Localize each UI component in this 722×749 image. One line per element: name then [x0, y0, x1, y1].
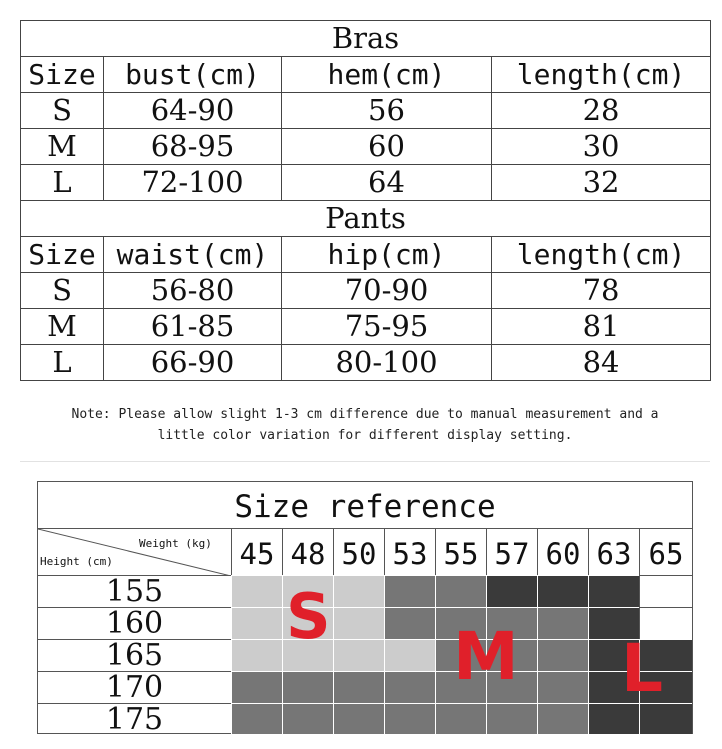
size-cell-m: [333, 671, 384, 703]
size-cell-m: [537, 671, 588, 703]
bras-header-cell: length(cm): [492, 57, 711, 93]
pants-row: [21, 273, 711, 309]
size-cell-s: [231, 639, 282, 671]
pants-header-cell: length(cm): [492, 237, 711, 273]
size-letter-m: M: [453, 618, 519, 695]
size-reference-title: Size reference: [234, 489, 496, 525]
size-cell-m: [333, 703, 384, 734]
size-cell-m: [231, 703, 282, 734]
weight-column-header: 60: [537, 528, 588, 575]
pants-cell: S: [21, 273, 104, 309]
bras-row: [21, 129, 711, 165]
note-line-2: little color variation for different display setting.: [157, 428, 573, 443]
size-letter-l: L: [621, 630, 664, 707]
bras-header-cell: hem(cm): [282, 57, 492, 93]
size-cell-s: [384, 639, 435, 671]
bras-cell: 32: [492, 165, 711, 201]
size-cell-m: [435, 575, 486, 607]
pants-cell: 66-90: [104, 345, 282, 381]
bras-cell: 60: [282, 129, 492, 165]
size-cell-m: [384, 671, 435, 703]
pants-cell: 81: [492, 309, 711, 345]
weight-column-header: 65: [639, 528, 692, 575]
size-cell-s: [333, 575, 384, 607]
pants-cell: 80-100: [282, 345, 492, 381]
size-cell-m: [537, 607, 588, 639]
pants-cell: 84: [492, 345, 711, 381]
weight-column-header: 48: [282, 528, 333, 575]
bras-cell: 72-100: [104, 165, 282, 201]
size-cell-l: [588, 575, 639, 607]
pants-header-cell: waist(cm): [104, 237, 282, 273]
weight-axis-label: Weight (kg): [139, 537, 212, 550]
note-line-1: Note: Please allow slight 1-3 cm difference due to manual measurement and a: [71, 407, 659, 422]
size-cell-l: [486, 575, 537, 607]
bras-cell: M: [21, 129, 104, 165]
bras-cell: 28: [492, 93, 711, 129]
weight-column-header: 57: [486, 528, 537, 575]
height-row-header: 165: [38, 639, 231, 671]
note-panel: [20, 390, 710, 462]
pants-cell: M: [21, 309, 104, 345]
weight-column-header: 50: [333, 528, 384, 575]
height-row-header: 170: [38, 671, 231, 703]
size-chart-table: [20, 20, 711, 381]
height-row-header: 175: [38, 703, 231, 734]
size-reference-chart: [37, 481, 693, 737]
pants-cell: 56-80: [104, 273, 282, 309]
pants-header-cell: Size: [21, 237, 104, 273]
size-cell-m: [384, 575, 435, 607]
size-cell-m: [384, 607, 435, 639]
bras-row: [21, 93, 711, 129]
pants-row: [21, 345, 711, 381]
weight-height-header-cell: [38, 528, 231, 575]
size-cell-m: [282, 703, 333, 734]
size-cell-m: [486, 703, 537, 734]
height-row-header: 160: [38, 607, 231, 639]
size-cell-none: [639, 575, 692, 607]
bras-row: [21, 165, 711, 201]
pants-cell: L: [21, 345, 104, 381]
bras-title: Bras: [21, 21, 711, 57]
size-cell-m: [384, 703, 435, 734]
size-cell-m: [435, 703, 486, 734]
bras-cell: 64-90: [104, 93, 282, 129]
pants-row: [21, 309, 711, 345]
size-letter-s: S: [286, 580, 331, 653]
bras-cell: S: [21, 93, 104, 129]
bras-cell: 64: [282, 165, 492, 201]
bras-cell: 30: [492, 129, 711, 165]
size-cell-l: [537, 575, 588, 607]
weight-column-header: 63: [588, 528, 639, 575]
bras-cell: 68-95: [104, 129, 282, 165]
size-cell-s: [333, 607, 384, 639]
size-cell-m: [537, 639, 588, 671]
size-cell-s: [333, 639, 384, 671]
size-cell-s: [231, 607, 282, 639]
pants-cell: 61-85: [104, 309, 282, 345]
height-axis-label: Height (cm): [40, 555, 113, 568]
size-cell-m: [537, 703, 588, 734]
size-cell-l: [639, 703, 692, 734]
bras-cell: L: [21, 165, 104, 201]
pants-header-cell: hip(cm): [282, 237, 492, 273]
weight-column-header: 45: [231, 528, 282, 575]
pants-cell: 75-95: [282, 309, 492, 345]
pants-title: Pants: [21, 201, 711, 237]
bras-header-cell: bust(cm): [104, 57, 282, 93]
bras-header-cell: Size: [21, 57, 104, 93]
bras-cell: 56: [282, 93, 492, 129]
size-cell-m: [282, 671, 333, 703]
pants-cell: 70-90: [282, 273, 492, 309]
weight-column-header: 53: [384, 528, 435, 575]
pants-cell: 78: [492, 273, 711, 309]
size-cell-l: [588, 703, 639, 734]
weight-column-header: 55: [435, 528, 486, 575]
size-cell-m: [231, 671, 282, 703]
height-row-header: 155: [38, 575, 231, 607]
size-cell-s: [231, 575, 282, 607]
